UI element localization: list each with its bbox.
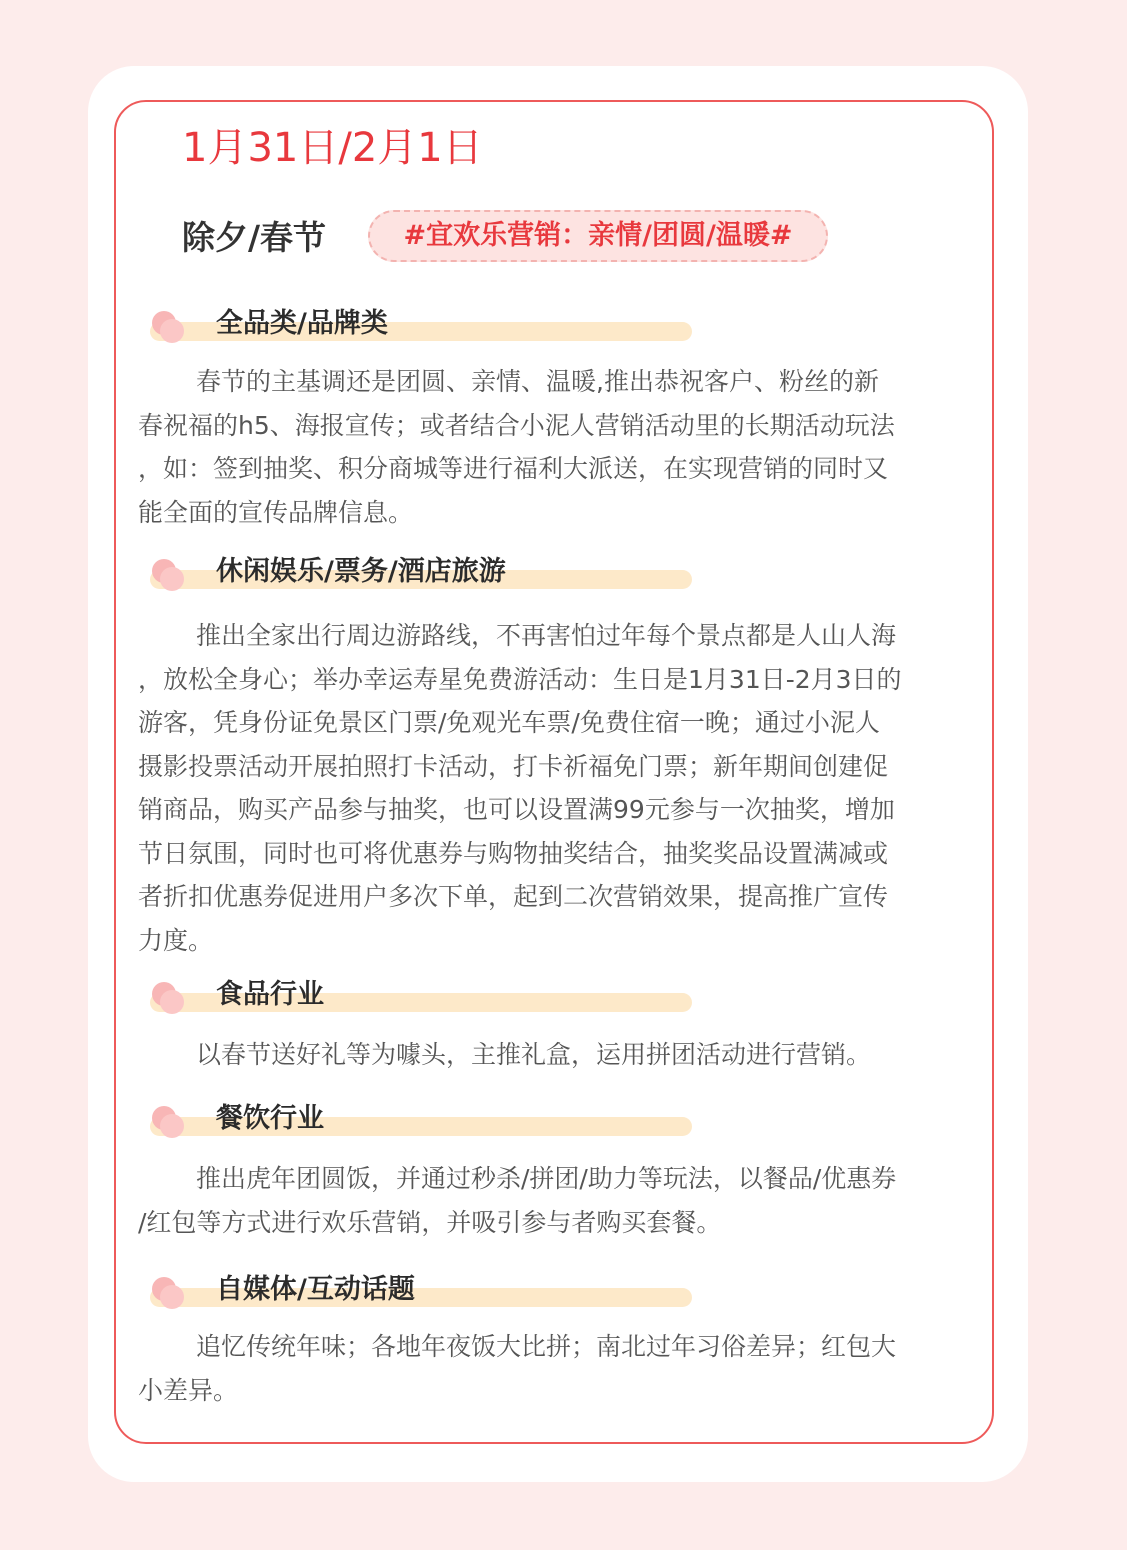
section-body-leisure (138, 614, 968, 962)
body-line: 摄影投票活动开展拍照打卡活动，打卡祈福免门票；新年期间创建促 (138, 751, 889, 781)
body-line: 力度。 (138, 925, 214, 955)
bullet-dot-icon (160, 990, 184, 1014)
body-line: 者折扣优惠券促进用户多次下单，起到二次营销效果，提高推广宣传 (138, 882, 889, 911)
body-line: 春节的主基调还是团圆、亲情、温暖,推出恭祝客户、粉丝的新 (196, 367, 879, 396)
section-title: 自媒体/互动话题 (216, 1274, 415, 1305)
section-body-media (138, 1325, 968, 1412)
section-heading-food (150, 976, 695, 1016)
bullet-dot-icon (160, 1285, 184, 1309)
body-line: 销商品，购买产品参与抽奖，也可以设置满99元参与一次抽奖，增加 (138, 795, 895, 824)
section-body-brand (138, 360, 968, 534)
body-line: 春祝福的h5、海报宣传；或者结合小泥人营销活动里的长期活动玩法 (138, 410, 895, 440)
section-title: 食品行业 (216, 979, 324, 1010)
section-title: 全品类/品牌类 (216, 308, 388, 339)
body-line: 能全面的宣传品牌信息。 (138, 497, 414, 527)
bullet-dot-icon (160, 1114, 184, 1138)
festival-name: 除夕/春节 (182, 218, 327, 257)
body-line: ，放松全身心；举办幸运寿星免费游活动：生日是1月31日-2月3日的 (138, 664, 902, 694)
body-line: ，如：签到抽奖、积分商城等进行福利大派送，在实现营销的同时又 (138, 454, 889, 483)
body-line: 节日氛围，同时也可将优惠券与购物抽奖结合，抽奖奖品设置满减或 (138, 838, 889, 868)
section-body-food (138, 1033, 968, 1077)
section-title: 休闲娱乐/票务/酒店旅游 (216, 556, 506, 587)
body-line: 以春节送好礼等为噱头，主推礼盒，运用拼团活动进行营销。 (196, 1040, 872, 1069)
bullet-dot-icon (160, 319, 184, 343)
date-title: 1月31日/2月1日 (182, 125, 483, 171)
body-line: 推出虎年团圆饭，并通过秒杀/拼团/助力等玩法，以餐品/优惠券 (196, 1164, 897, 1193)
marketing-tag: #宜欢乐营销：亲情/团圆/温暖# (368, 210, 828, 262)
section-heading-brand (150, 305, 695, 345)
section-heading-media (150, 1271, 695, 1311)
section-title: 餐饮行业 (216, 1103, 324, 1134)
section-heading-catering (150, 1100, 695, 1140)
body-line: /红包等方式进行欢乐营销，并吸引参与者购买套餐。 (138, 1207, 722, 1237)
section-heading-leisure (150, 553, 695, 593)
section-body-catering (138, 1157, 968, 1244)
body-line: 游客，凭身份证免景区门票/免观光车票/免费住宿一晚；通过小泥人 (138, 708, 880, 737)
body-line: 小差异。 (138, 1375, 239, 1405)
body-line: 推出全家出行周边游路线，不再害怕过年每个景点都是人山人海 (196, 621, 897, 650)
body-line: 追忆传统年味；各地年夜饭大比拼；南北过年习俗差异；红包大 (196, 1332, 897, 1361)
bullet-dot-icon (160, 567, 184, 591)
